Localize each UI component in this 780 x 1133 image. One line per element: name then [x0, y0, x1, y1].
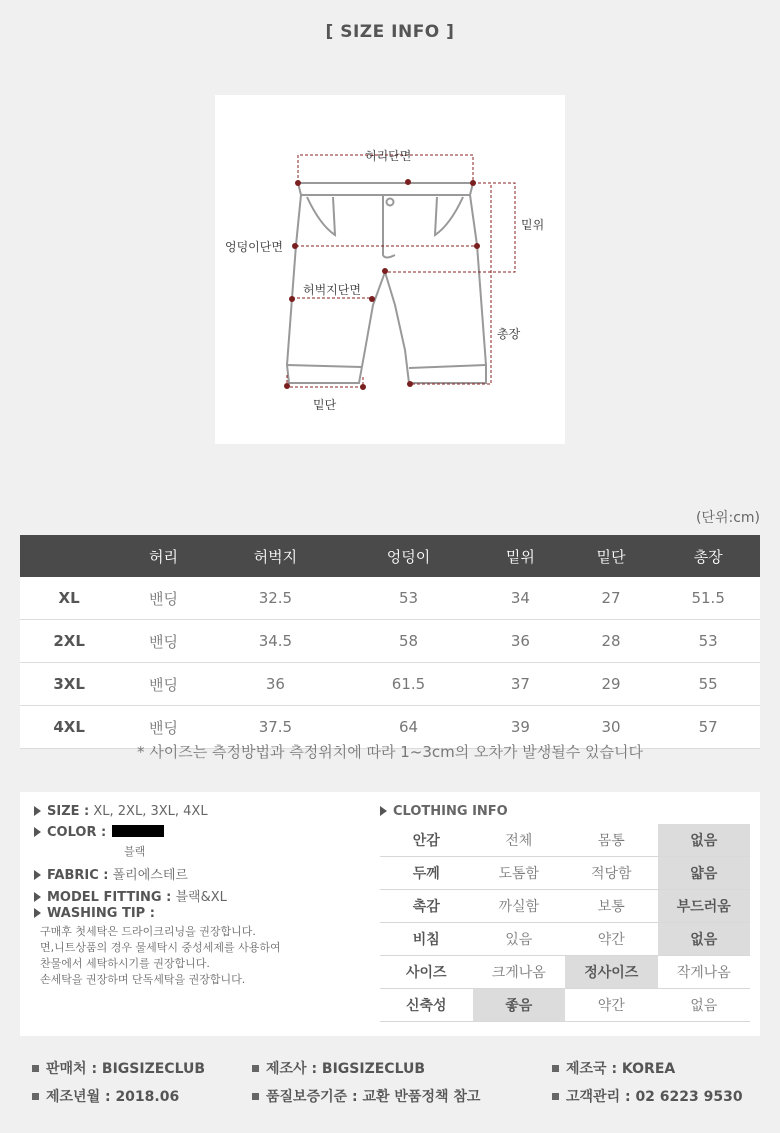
footer-country: 제조국 : KOREA — [552, 1058, 675, 1078]
size-cell: 4XL — [20, 706, 118, 749]
clothing-info-option: 없음 — [658, 824, 751, 857]
table-cell: 29 — [566, 663, 657, 706]
size-table-header — [20, 535, 760, 577]
clothing-info-option: 약간 — [565, 923, 658, 956]
clothing-info-title: CLOTHING INFO — [380, 804, 508, 819]
footer-maker: 제조사 : BIGSIZECLUB — [252, 1058, 425, 1078]
table-cell: 61.5 — [342, 663, 475, 706]
square-bullet-icon — [252, 1065, 259, 1072]
table-cell: 36 — [209, 663, 342, 706]
header-cell: 허벅지 — [209, 535, 342, 577]
clothing-info-table — [380, 824, 750, 1022]
color-swatch — [112, 825, 164, 837]
table-cell: 27 — [566, 577, 657, 620]
clothing-info-option: 정사이즈 — [565, 956, 658, 989]
square-bullet-icon — [552, 1093, 559, 1100]
spec-color: COLOR : — [34, 825, 164, 840]
washing-line: 손세탁을 권장하며 단독세탁을 권장합니다. — [40, 973, 246, 986]
hip-label: 엉덩이단면 — [225, 240, 283, 254]
header-cell: 총장 — [656, 535, 760, 577]
size-cell: XL — [20, 577, 118, 620]
table-cell: 39 — [475, 706, 566, 749]
header-cell: 허리 — [118, 535, 209, 577]
clothing-info-option: 보통 — [565, 890, 658, 923]
product-info-box — [20, 792, 760, 1036]
clothing-info-option: 없음 — [658, 989, 751, 1022]
length-label: 총장 — [497, 327, 521, 341]
size-cell: 2XL — [20, 620, 118, 663]
clothing-info-label: 촉감 — [380, 890, 473, 923]
rise-label: 밑위 — [521, 218, 545, 232]
table-cell: 32.5 — [209, 577, 342, 620]
spec-fabric: FABRIC : 폴리에스테르 — [34, 864, 188, 883]
clothing-info-option: 얇음 — [658, 857, 751, 890]
washing-line: 구매후 첫세탁은 드라이크리닝을 권장합니다. — [40, 925, 256, 938]
size-table — [20, 535, 760, 749]
clothing-info-row — [380, 857, 750, 890]
clothing-info-label: 비침 — [380, 923, 473, 956]
table-cell: 밴딩 — [118, 577, 209, 620]
table-cell: 53 — [656, 620, 760, 663]
table-cell: 34 — [475, 577, 566, 620]
triangle-bullet-icon — [34, 870, 41, 880]
clothing-info-option: 좋음 — [473, 989, 566, 1022]
clothing-info-row — [380, 956, 750, 989]
square-bullet-icon — [252, 1093, 259, 1100]
clothing-info-option: 적당함 — [565, 857, 658, 890]
clothing-info-option: 도톰함 — [473, 857, 566, 890]
footer-service: 고객관리 : 02 6223 9530 — [552, 1086, 743, 1106]
thigh-label: 허벅지단면 — [303, 283, 361, 297]
clothing-info-row — [380, 989, 750, 1022]
spec-washing-tip: WASHING TIP : — [34, 906, 155, 921]
clothing-info-option: 까실함 — [473, 890, 566, 923]
triangle-bullet-icon — [34, 892, 41, 902]
washing-line: 면,니트상품의 경우 물세탁시 중성세제를 사용하여 — [40, 941, 281, 954]
clothing-info-option: 작게나옴 — [658, 956, 751, 989]
table-cell: 밴딩 — [118, 620, 209, 663]
unit-label: (단위:cm) — [695, 510, 760, 526]
table-cell: 밴딩 — [118, 663, 209, 706]
table-row — [20, 620, 760, 663]
clothing-info-label: 안감 — [380, 824, 473, 857]
table-cell: 37 — [475, 663, 566, 706]
table-cell: 28 — [566, 620, 657, 663]
footer-date: 제조년월 : 2018.06 — [32, 1086, 179, 1106]
table-cell: 37.5 — [209, 706, 342, 749]
square-bullet-icon — [32, 1093, 39, 1100]
washing-line: 찬물에서 세탁하시기를 권장합니다. — [40, 957, 210, 970]
table-cell: 34.5 — [209, 620, 342, 663]
square-bullet-icon — [552, 1065, 559, 1072]
table-row — [20, 577, 760, 620]
spec-model-fitting: MODEL FITTING : 블랙&XL — [34, 886, 227, 905]
header-cell: 밑단 — [566, 535, 657, 577]
header-cell: 엉덩이 — [342, 535, 475, 577]
page-title: [ SIZE INFO ] — [325, 22, 455, 42]
color-name: 블랙 — [124, 845, 146, 858]
header-cell — [20, 535, 118, 577]
measurement-note: * 사이즈는 측정방법과 측정위치에 따라 1~3cm의 오차가 발생될수 있습니다 — [137, 743, 643, 761]
clothing-info-option: 있음 — [473, 923, 566, 956]
table-cell: 36 — [475, 620, 566, 663]
clothing-info-option: 몸통 — [565, 824, 658, 857]
table-cell: 51.5 — [656, 577, 760, 620]
hem-label: 밑단 — [313, 398, 337, 412]
table-cell: 55 — [656, 663, 760, 706]
triangle-bullet-icon — [34, 827, 41, 837]
table-cell: 30 — [566, 706, 657, 749]
triangle-bullet-icon — [34, 908, 41, 918]
spec-size: SIZE : XL, 2XL, 3XL, 4XL — [34, 804, 208, 819]
triangle-bullet-icon — [34, 806, 41, 816]
clothing-info-option: 없음 — [658, 923, 751, 956]
size-cell: 3XL — [20, 663, 118, 706]
table-cell: 57 — [656, 706, 760, 749]
waist-label: 허리단면 — [365, 149, 412, 163]
clothing-info-label: 사이즈 — [380, 956, 473, 989]
square-bullet-icon — [32, 1065, 39, 1072]
footer-seller: 판매처 : BIGSIZECLUB — [32, 1058, 205, 1078]
shorts-measurement-diagram — [215, 95, 565, 444]
clothing-info-option: 전체 — [473, 824, 566, 857]
clothing-info-label: 두께 — [380, 857, 473, 890]
clothing-info-option: 크게나옴 — [473, 956, 566, 989]
clothing-info-row — [380, 890, 750, 923]
table-cell: 밴딩 — [118, 706, 209, 749]
clothing-info-row — [380, 824, 750, 857]
table-cell: 64 — [342, 706, 475, 749]
clothing-info-option: 부드러움 — [658, 890, 751, 923]
clothing-info-option: 약간 — [565, 989, 658, 1022]
table-cell: 53 — [342, 577, 475, 620]
table-cell: 58 — [342, 620, 475, 663]
table-row — [20, 663, 760, 706]
header-cell: 밑위 — [475, 535, 566, 577]
footer-quality: 품질보증기준 : 교환 반품정책 참고 — [252, 1086, 480, 1106]
clothing-info-row — [380, 923, 750, 956]
triangle-bullet-icon — [380, 806, 387, 816]
clothing-info-label: 신축성 — [380, 989, 473, 1022]
